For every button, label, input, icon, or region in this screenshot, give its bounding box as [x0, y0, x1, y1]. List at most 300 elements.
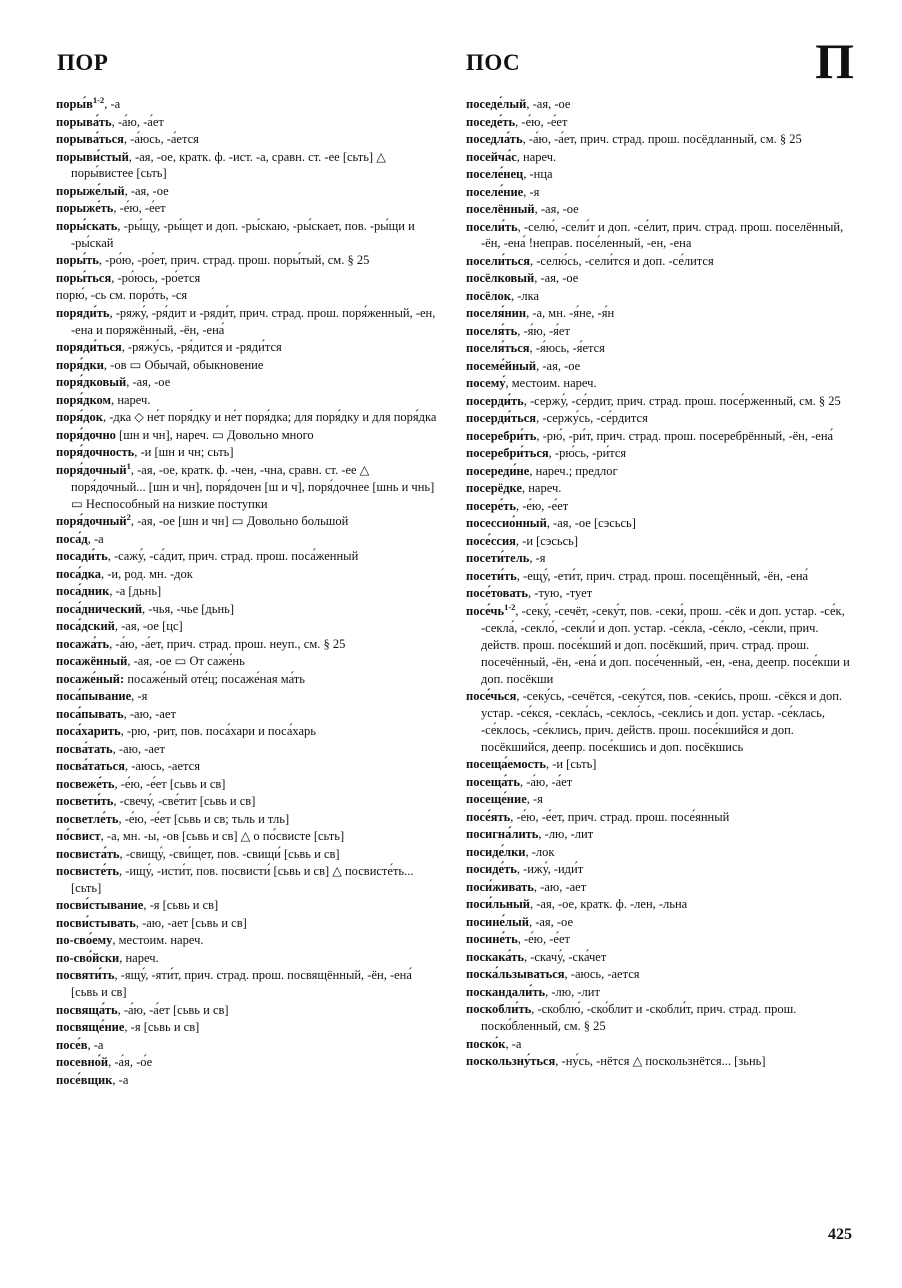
entry-body: , -ая, -ое, кратк. ф. -чен, -чна, сравн. ст. -ее △ поря́дочный... [шн и чн], поря́дочен [ш и ч], поря́дочнее [шнь и чнь] ▭ Неспособный на низкие поступки	[71, 462, 435, 511]
entry-body: [шн и чн], нареч. ▭ Довольно много	[115, 427, 314, 442]
headword: посели́ться	[466, 253, 530, 268]
homonym-index: 2	[126, 512, 131, 523]
headword: посажа́ть	[56, 636, 110, 651]
headword: поряди́ть	[56, 305, 110, 320]
entry-body: , -сажу́, -са́дит, прич. страд. прош. поса́женный	[107, 549, 359, 564]
entry-body: , -я	[529, 551, 546, 566]
entry-body: , -лок	[525, 844, 555, 859]
dictionary-entry	[56, 776, 440, 793]
entry-body: , -я	[131, 689, 148, 704]
dictionary-entry	[56, 339, 440, 356]
entry-body: , -а, мн. -я́не, -я́н	[526, 306, 615, 321]
dictionary-entry	[56, 531, 440, 548]
headword: посе́вщик	[56, 1072, 113, 1087]
dictionary-entry	[466, 428, 850, 445]
entry-body: , -а	[87, 531, 104, 546]
dictionary-entry	[466, 861, 850, 878]
entry-body: , -и, род. мн. -док	[101, 566, 193, 581]
entry-body: , -ряжу́сь, -ря́дится и -ряди́тся	[121, 340, 282, 355]
entry-body: , -а́ю, -а́ет	[519, 774, 573, 789]
entry-body: , -ищу́, -исти́т, пов. посвисти́ [сьвь и св] △ посвисте́ть... [сьть]	[71, 864, 414, 895]
dictionary-entry	[56, 392, 440, 409]
headword: поселённый	[466, 202, 535, 216]
headword: поря́дочный	[56, 514, 127, 529]
entry-body: , -ижу́, -иди́т	[516, 862, 584, 877]
dictionary-entry	[56, 270, 440, 287]
entry-body: , -ры́щу, -ры́щет и доп. -ры́скаю, -ры́скает, пов. -ры́щи и -ры́скай	[71, 218, 415, 250]
entry-body: , -аю, -ает	[112, 741, 165, 756]
entry-body: порю́, -сь см. поро́ть, -ся	[56, 288, 188, 303]
dictionary-entry	[56, 1037, 440, 1054]
entry-body: , -тую, -тует	[528, 586, 593, 601]
entry-body: , -а	[112, 1072, 129, 1087]
entry-body: , -ая, -ое	[534, 202, 579, 216]
entry-body: , -сержу́сь, -се́рдится	[536, 411, 648, 426]
entry-body: , -селю́сь, -сели́тся и доп. -се́лится	[529, 253, 714, 268]
headword: посади́ть	[56, 549, 108, 564]
headword: посвеже́ть	[56, 776, 115, 791]
dictionary-entry	[466, 879, 850, 896]
headword: поры́скать	[56, 218, 118, 233]
dictionary-entry	[466, 480, 850, 497]
dictionary-entry	[56, 741, 440, 758]
entry-body: , -а	[505, 1036, 522, 1051]
headword: поса́дник	[56, 584, 110, 599]
headword: посине́лый	[466, 914, 529, 929]
entry-body: посаже́ный оте́ц; посаже́ная ма́ть	[124, 671, 305, 686]
entry-body: , -я́ю, -я́ет	[517, 323, 570, 338]
dictionary-entry	[466, 515, 850, 532]
dictionary-entry	[466, 774, 850, 791]
dictionary-entry	[56, 96, 440, 113]
entry-body: , нареч.	[521, 481, 562, 496]
entry-body: , -рю́сь, -ри́тся	[548, 446, 627, 461]
entry-body: , -а	[87, 1037, 104, 1052]
headword: посе́чься	[466, 689, 517, 704]
entry-body: , нареч.	[119, 950, 159, 965]
dictionary-entry	[466, 131, 850, 148]
headword: посере́ть	[466, 498, 516, 513]
dictionary-entry	[466, 1001, 850, 1035]
running-head-left: ПОР	[57, 50, 109, 75]
headword: посёлковый	[466, 271, 535, 286]
headword: посва́таться	[56, 759, 125, 774]
dictionary-entry	[56, 114, 440, 131]
dictionary-entry	[56, 131, 440, 148]
dictionary-entry	[466, 375, 850, 392]
entry-body: , -я	[523, 184, 540, 199]
headword: поса́пывать	[56, 706, 124, 721]
dictionary-entry	[56, 950, 440, 967]
entry-body: , -аю, -ает [сьвь и св]	[135, 915, 247, 930]
entry-body: , -а́ю, -а́ет [сьвь и св]	[117, 1002, 229, 1017]
entry-body: , -я [сьвь и св]	[143, 898, 219, 913]
entry-body: , -ов ▭ Обычай, обыкновение	[103, 357, 264, 372]
entry-body: , нареч.; предлог	[529, 463, 618, 478]
homonym-index: 1-2	[504, 601, 516, 612]
headword: посеща́ть	[466, 774, 520, 789]
dictionary-entry	[466, 966, 850, 983]
dictionary-entry	[56, 218, 440, 252]
entry-body: , -и [сэсьсь]	[515, 533, 579, 548]
dictionary-entry	[56, 444, 440, 461]
entry-body: , -свечу́, -све́тит [сьвь и св]	[113, 794, 256, 809]
entry-body: , -е́ю, -е́ет	[515, 498, 569, 513]
dictionary-entry	[56, 601, 440, 618]
headword: поселя́ть	[466, 323, 518, 338]
entry-body: , -скоблю́, -ско́блит и -скобли́т, прич. страд. прош. поско́бленный, см. § 25	[481, 1002, 797, 1034]
headword: посёлок	[466, 288, 512, 303]
headword: посвяще́ние	[56, 1020, 125, 1035]
entry-body: , -скачу́, -ска́чет	[523, 949, 607, 964]
headword: посвиста́ть	[56, 846, 120, 861]
dictionary-entry	[466, 688, 850, 756]
headword: поря́дком	[56, 392, 112, 407]
entry-body: , -аюсь, -ается	[124, 759, 200, 774]
entry-body: , -я [сьвь и св]	[124, 1020, 200, 1035]
headword: порыже́ть	[56, 201, 114, 216]
entry-body: , -я	[526, 792, 543, 807]
dictionary-entry	[466, 568, 850, 585]
entry-body: , -свищу́, -сви́щет, пов. -свищи́ [сьвь и св]	[119, 846, 340, 861]
entry-body: , -я́юсь, -я́ется	[529, 341, 605, 356]
headword: посессио́нный	[466, 516, 547, 531]
dictionary-entry	[466, 826, 850, 843]
dictionary-entry	[56, 357, 440, 374]
headword: посеща́емость	[466, 757, 546, 772]
dictionary-entry	[56, 932, 440, 949]
dictionary-entry	[56, 427, 440, 444]
dictionary-entry	[56, 305, 440, 339]
headword: поря́дочность	[56, 445, 135, 460]
dictionary-entry	[466, 253, 850, 270]
entry-body: , -ая, -ое	[526, 97, 571, 111]
entry-body: , -нца	[523, 167, 553, 181]
dictionary-entry	[466, 323, 850, 340]
headword: по́свист	[56, 829, 101, 844]
entry-body: , -рю, -рит, пов. поса́хари и поса́харь	[120, 724, 316, 739]
headword: поседла́ть	[466, 132, 523, 146]
entry-body: , -ая, -ое	[534, 271, 579, 286]
dictionary-entry	[466, 219, 850, 253]
dictionary-entry	[56, 1054, 440, 1071]
dictionary-entry	[466, 96, 850, 113]
headword: поса́дка	[56, 566, 101, 581]
entry-body: , -дка ◇ не́т поря́дку и не́т поря́дка; для поря́дку и для поря́дка	[102, 410, 437, 425]
headword: посиде́ть	[466, 862, 517, 877]
right-column	[466, 96, 850, 1071]
headword: посе́ять	[466, 809, 511, 824]
dictionary-entry	[56, 409, 440, 426]
headword: по-сво́ему	[56, 933, 113, 948]
headword: поско́к	[466, 1036, 506, 1051]
entry-body: , -а́ю, -а́ет, прич. страд. прош. неуп., см. § 25	[109, 636, 346, 651]
headword: посейча́с	[466, 149, 517, 164]
headword: посва́тать	[56, 741, 113, 756]
entry-body: , -а́ю, -а́ет	[111, 114, 164, 129]
dictionary-entry	[56, 653, 440, 670]
headword: поселе́нец	[466, 167, 524, 181]
entry-body: , -а́юсь, -а́ется	[123, 132, 199, 146]
dictionary-entry	[56, 863, 440, 897]
headword: посерди́ть	[466, 393, 524, 408]
dictionary-entry	[466, 149, 850, 166]
dictionary-entry	[466, 270, 850, 287]
headword: поряди́ться	[56, 340, 122, 355]
dictionary-entry	[56, 671, 440, 688]
dictionary-entry	[466, 603, 850, 688]
entry-body: , -е́ю, -е́ет	[517, 932, 570, 947]
dictionary-entry	[466, 809, 850, 826]
dictionary-entry	[466, 358, 850, 375]
entry-body: , -е́ю, -е́ет	[113, 201, 166, 216]
dictionary-entry	[466, 585, 850, 602]
entry-body: , -ая, -ое, кратк. ф. -ист. -а, сравн. ст. -ее [сьть] △ поры́вистее [сьть]	[71, 149, 386, 181]
entry-body: , -селю́, -сели́т и доп. -се́лит, прич. страд. прош. поселённый, -ён, -ена́ !неправ. посе́ленный, -ен, -ена	[481, 219, 844, 251]
dictionary-entry	[56, 183, 440, 200]
headword: поскака́ть	[466, 949, 524, 964]
entry-body: , -аюсь, -ается	[564, 967, 640, 982]
homonym-index: 1-2	[92, 95, 105, 105]
running-head-right: ПОС	[466, 50, 521, 75]
headword: посе́чь	[466, 603, 505, 618]
entry-body: , -ро́юсь, -ро́ется	[111, 270, 201, 285]
dictionary-entry	[56, 793, 440, 810]
dictionary-entry	[466, 844, 850, 861]
entry-body: , местоим. нареч.	[505, 376, 597, 391]
entry-body: , -чья, -чье [дьнь]	[142, 601, 235, 616]
dictionary-entry	[466, 114, 850, 131]
headword: посему́	[466, 376, 506, 391]
headword: посветле́ть	[56, 811, 119, 826]
dictionary-entry	[56, 287, 440, 304]
section-letter: П	[815, 33, 854, 89]
entry-body: , нареч.	[516, 149, 557, 164]
entry-body: , -лка	[511, 288, 540, 303]
headword: посвети́ть	[56, 794, 114, 809]
dictionary-entry	[466, 393, 850, 410]
dictionary-entry	[56, 967, 440, 1001]
headword: порыва́ться	[56, 132, 124, 146]
dictionary-entry	[56, 846, 440, 863]
headword: поседе́ть	[466, 114, 516, 129]
entry-body: , -ро́ю, -ро́ет, прич. страд. прош. поры́тый, см. § 25	[98, 253, 370, 268]
dictionary-entry	[56, 200, 440, 217]
dictionary-entry	[466, 201, 850, 218]
dictionary-entry	[56, 583, 440, 600]
headword: посереди́не	[466, 463, 530, 478]
entry-body: , -секу́сь, -сечётся, -секу́тся, пов. -секи́сь, прош. -сёкся и доп. устар. -се́кся, -секла́сь, -секло́сь, -секли́сь и доп. устар. -се́клась, -се́клось, -се́клись, прич. действ. прош. посе́кшийся и доп. посёкшийся, деепр. посе́кшись и доп. посёкшись	[481, 689, 843, 754]
headword: поры́ться	[56, 270, 112, 285]
dictionary-entry	[56, 636, 440, 653]
headword: поселя́ться	[466, 341, 530, 356]
dictionary-entry	[466, 498, 850, 515]
entry-body: , -ая, -ое ▭ От саже́нь	[127, 654, 245, 669]
dictionary-entry	[56, 618, 440, 635]
headword: поса́харить	[56, 724, 121, 739]
entry-body: , -ая, -ое	[126, 375, 171, 390]
dictionary-entry	[56, 828, 440, 845]
entry-body: , -ещу́, -ети́т, прич. страд. прош. посещённый, -ён, -ена́	[516, 568, 809, 583]
headword: посвисте́ть	[56, 864, 119, 879]
dictionary-entry	[56, 252, 440, 269]
dictionary-entry	[56, 1019, 440, 1036]
dictionary-entry	[466, 305, 850, 322]
dictionary-entry	[466, 931, 850, 948]
headword: посеребри́ть	[466, 428, 537, 443]
entry-body: , -ну́сь, -нётся △ поскользнётся... [зьнь]	[555, 1054, 766, 1069]
entry-body: , -ая, -ое	[528, 914, 574, 929]
entry-body: , -ая, -ое [цс]	[114, 619, 183, 634]
headword: поря́док	[56, 410, 103, 425]
headword: посевно́й	[56, 1055, 109, 1070]
entry-body: , -е́ю, -е́ет [сьвь и св]	[114, 776, 226, 791]
entry-body: , -ая, -ое [сэсьсь]	[546, 516, 636, 531]
dictionary-entry	[56, 548, 440, 565]
entry-body: , -ая, -ое, кратк. ф. -лен, -льна	[530, 897, 688, 912]
entry-body: , -а́ю, -а́ет, прич. страд. прош. посёдланный, см. § 25	[522, 132, 802, 146]
dictionary-entry	[56, 706, 440, 723]
entry-body: , нареч.	[111, 392, 151, 407]
entry-body: , -ая, -ое	[124, 183, 169, 198]
entry-body: , -аю, -ает	[533, 879, 587, 894]
dictionary-entry	[466, 340, 850, 357]
headword: поскобли́ть	[466, 1002, 532, 1017]
dictionary-entry	[56, 723, 440, 740]
headword: поскользну́ться	[466, 1054, 556, 1069]
entry-body: , -а [дьнь]	[109, 584, 162, 599]
headword: посе́ссия	[466, 533, 516, 548]
headword: порыва́ть	[56, 114, 112, 129]
dictionary-entry	[466, 463, 850, 480]
headword: посеще́ние	[466, 792, 527, 807]
entry-body: , -ая, -ое	[536, 358, 581, 373]
dictionary-entry	[56, 758, 440, 775]
entry-body: , -а́я, -о́е	[108, 1055, 153, 1070]
entry-body: , -е́ю, -е́ет [сьвь и св; тьль и тль]	[118, 811, 290, 826]
headword: посине́ть	[466, 932, 518, 947]
headword: посвяща́ть	[56, 1002, 118, 1017]
dictionary-entry	[466, 896, 850, 913]
dictionary-entry	[56, 1002, 440, 1019]
headword: поры́ть	[56, 253, 99, 268]
entry-body: , -е́ю, -е́ет	[515, 114, 568, 129]
headword: поска́льзываться	[466, 967, 565, 982]
headword: поря́дковый	[56, 375, 127, 390]
entry-body: , -ая, -ое [шн и чн] ▭ Довольно большой	[130, 514, 349, 529]
headword: поря́дочный	[56, 462, 127, 477]
dictionary-entry	[466, 166, 850, 183]
dictionary-entry	[466, 410, 850, 427]
headword: посе́в	[56, 1037, 88, 1052]
headword: посви́стывание	[56, 898, 144, 913]
headword: посигна́лить	[466, 827, 539, 842]
headword: посерди́ться	[466, 411, 537, 426]
headword: посажённый	[56, 654, 128, 669]
headword: посиде́лки	[466, 844, 526, 859]
headword: поса́д	[56, 531, 88, 546]
headword: посе́товать	[466, 586, 529, 601]
headword: поселя́нин	[466, 306, 527, 321]
entry-body: , -и [шн и чн; сьть]	[134, 445, 234, 460]
dictionary-entry	[466, 984, 850, 1001]
dictionary-entry	[56, 811, 440, 828]
entry-body: , -е́ю, -е́ет, прич. страд. прош. посе́янный	[510, 809, 730, 824]
headword: по-сво́йски	[56, 950, 120, 965]
headword: посети́ть	[466, 568, 517, 583]
entry-body: , местоим. нареч.	[112, 933, 204, 948]
headword: посвяти́ть	[56, 968, 115, 983]
headword: поси́живать	[466, 879, 534, 894]
dictionary-entry	[466, 533, 850, 550]
dictionary-entry	[56, 566, 440, 583]
headword: порыви́стый	[56, 149, 129, 164]
dictionary-entry	[56, 915, 440, 932]
headword: посели́ть	[466, 219, 518, 234]
dictionary-entry	[56, 374, 440, 391]
dictionary-entry	[466, 1036, 850, 1053]
headword: поря́дочно	[56, 427, 116, 442]
entry-body: , -рю́, -ри́т, прич. страд. прош. посеребрённый, -ён, -ена́	[536, 428, 834, 443]
dictionary-entry	[56, 513, 440, 530]
entry-body: , -ящу́, -яти́т, прич. страд. прош. посвящённый, -ён, -ена́ [сьвь и св]	[71, 968, 412, 1000]
entry-body: , -секу́, -сечёт, -секу́т, пов. -секи́, прош. -сёк и доп. устар. -се́к, -секла́, -секло́, -секли́ и доп. устар. -се́кла, -се́кло, -се́кли, прич. действ. прош. посе́кший и доп. посёкший, прич. страд. прош. посечённый, -ён, -ена́ и доп. посе́ченный, -ен, -ена, деепр. посе́кши и доп. посёкши	[481, 603, 850, 686]
headword: посерёдке	[466, 481, 522, 496]
entry-body: , -и [сьть]	[545, 757, 597, 772]
headword: поселе́ние	[466, 184, 524, 199]
entry-body: , -а, мн. -ы, -ов [сьвь и св] △ о по́свисте [сьть]	[100, 829, 345, 844]
entry-body: , -ряжу́, -ря́дит и -ряди́т, прич. страд. прош. поря́женный, -ен, -ена и поряжённый, -ён, -ена́	[71, 305, 436, 337]
headword: поси́льный	[466, 897, 530, 912]
entry-body: , -аю, -ает	[123, 706, 176, 721]
headword: посаже́ный:	[56, 671, 125, 686]
dictionary-entry	[466, 1053, 850, 1070]
headword: порыже́лый	[56, 183, 125, 198]
entry-body: , -лю, -лит	[545, 984, 600, 999]
headword: поскандали́ть	[466, 984, 546, 999]
headword: посви́стывать	[56, 915, 136, 930]
dictionary-entry	[56, 462, 440, 513]
dictionary-entry	[56, 897, 440, 914]
dictionary-entry	[56, 149, 440, 183]
headword: поря́дки	[56, 357, 104, 372]
headword: поса́дский	[56, 619, 115, 634]
dictionary-entry	[466, 184, 850, 201]
left-column	[56, 96, 440, 1089]
dictionary-entry	[466, 550, 850, 567]
headword: посеребри́ться	[466, 446, 549, 461]
entry-body: , -лю, -лит	[538, 827, 594, 842]
headword: посеме́йный	[466, 358, 537, 373]
dictionary-entry	[466, 914, 850, 931]
headword: поседе́лый	[466, 97, 527, 111]
dictionary-entry	[56, 1072, 440, 1089]
dictionary-entry	[466, 445, 850, 462]
headword: посети́тель	[466, 551, 530, 566]
dictionary-entry	[466, 756, 850, 773]
headword: поры́в	[56, 97, 93, 111]
homonym-index: 1	[126, 460, 131, 471]
dictionary-entry	[56, 688, 440, 705]
dictionary-entry	[466, 288, 850, 305]
entry-body: , -а	[104, 97, 121, 111]
headword: поса́пывание	[56, 689, 132, 704]
entry-body: , -сержу́, -се́рдит, прич. страд. прош. посе́рженный, см. § 25	[523, 393, 841, 408]
page-number: 425	[828, 1226, 852, 1243]
dictionary-entry	[466, 791, 850, 808]
dictionary-entry	[466, 949, 850, 966]
headword: поса́днический	[56, 601, 143, 616]
